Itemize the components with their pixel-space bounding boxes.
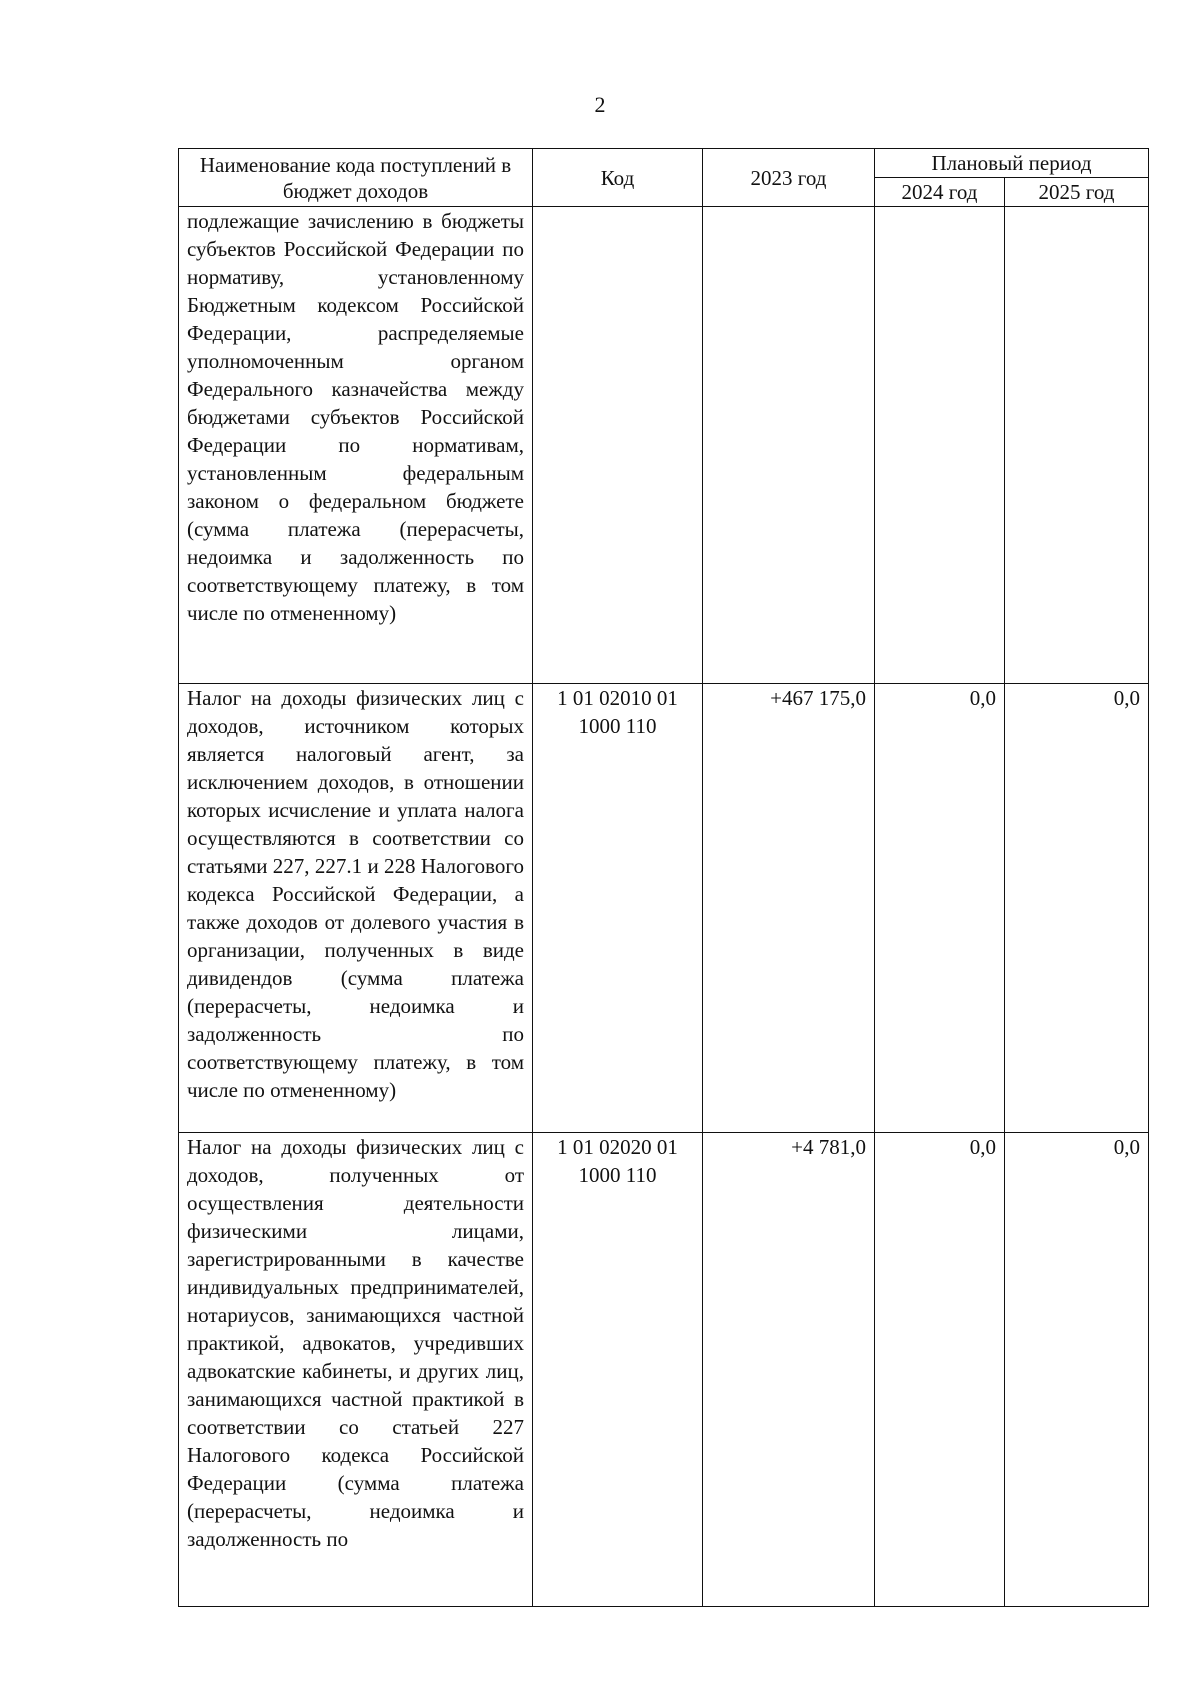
row-value-2025: 0,0 [1005,1133,1149,1607]
row-code: 1 01 02020 01 1000 110 [533,1133,703,1607]
header-code: Код [533,149,703,207]
table-row [179,207,1149,684]
table-row [179,684,1149,1133]
header-2023: 2023 год [703,149,875,207]
header-name: Наименование кода поступлений в бюджет доходов [179,149,533,207]
row-value-2023: +4 781,0 [703,1133,875,1607]
row-value-2025 [1005,207,1149,684]
row-name: подлежащие зачислению в бюджеты субъектов Российской Федерации по нормативу, установленному Бюджетным кодексом Российской Федерации, распределяемые уполномоченным органом Федерального казначейства между бюджетами субъектов Российской Федерации по нормативам, установленным федеральным законом о федеральном бюджете (сумма платежа (перерасчеты, недоимка и задолженность по соответствующему платежу, в том числе по отмененному) [179,207,533,684]
row-value-2024 [875,207,1005,684]
row-name: Налог на доходы физических лиц с доходов, источником которых является налоговый агент, за исключением доходов, в отношении которых исчисление и уплата налога осуществляются в соответствии со статьями 227, 227.1 и 228 Налогового кодекса Российской Федерации, а также доходов от долевого участия в организации, полученных в виде дивидендов (сумма платежа (перерасчеты, недоимка и задолженность по соответствующему платежу, в том числе по отмененному) [179,684,533,1133]
row-value-2023 [703,207,875,684]
row-value-2025: 0,0 [1005,684,1149,1133]
row-value-2024: 0,0 [875,684,1005,1133]
header-2025: 2025 год [1005,178,1149,207]
row-value-2024: 0,0 [875,1133,1005,1607]
header-planned-period: Плановый период [875,149,1149,178]
row-value-2023: +467 175,0 [703,684,875,1133]
page-number: 2 [594,92,606,117]
budget-revenue-table [178,148,1149,1607]
row-code: 1 01 02010 01 1000 110 [533,684,703,1133]
row-name: Налог на доходы физических лиц с доходов, полученных от осуществления деятельности физическими лицами, зарегистрированными в качестве индивидуальных предпринимателей, нотариусов, занимающихся частной практикой, адвокатов, учредивших адвокатские кабинеты, и других лиц, занимающихся частной практикой в соответствии со статьей 227 Налогового кодекса Российской Федерации (сумма платежа (перерасчеты, недоимка и задолженность по [179,1133,533,1607]
header-2024: 2024 год [875,178,1005,207]
table-row [179,1133,1149,1607]
row-code [533,207,703,684]
